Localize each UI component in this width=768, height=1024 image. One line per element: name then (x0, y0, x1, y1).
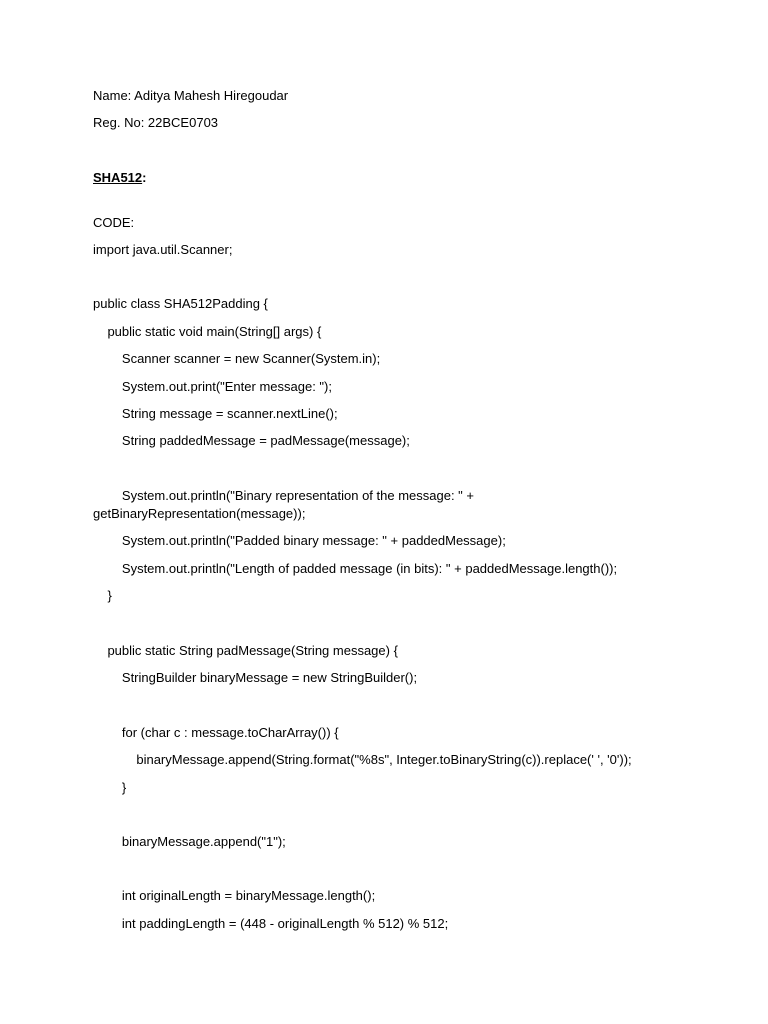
section-title-suffix: : (142, 170, 147, 185)
code-line: System.out.println("Length of padded message (in bits): " + paddedMessage.length()); (93, 561, 618, 576)
code-line: public static void main(String[] args) { (93, 324, 322, 339)
code-line: Scanner scanner = new Scanner(System.in); (93, 351, 381, 366)
code-line: System.out.println("Padded binary message: " + paddedMessage); (93, 533, 506, 548)
code-line: int originalLength = binaryMessage.length(); (93, 888, 376, 903)
code-line: int paddingLength = (448 - originalLength % 512) % 512; (93, 916, 449, 931)
code-line: binaryMessage.append("1"); (93, 834, 286, 849)
registration-number-line: Reg. No: 22BCE0703 (93, 115, 219, 130)
code-line: import java.util.Scanner; (93, 242, 233, 257)
code-line: StringBuilder binaryMessage = new StringBuilder(); (93, 670, 418, 685)
code-line: public class SHA512Padding { (93, 296, 268, 311)
code-line: } (93, 588, 112, 603)
code-line: String message = scanner.nextLine(); (93, 406, 338, 421)
code-line: System.out.print("Enter message: "); (93, 379, 332, 394)
section-heading (93, 169, 146, 186)
student-name-line: Name: Aditya Mahesh Hiregoudar (93, 88, 289, 103)
code-line: public static String padMessage(String message) { (93, 643, 398, 658)
code-line: for (char c : message.toCharArray()) { (93, 725, 339, 740)
code-line: } (93, 780, 127, 795)
code-line: String paddedMessage = padMessage(message); (93, 433, 410, 448)
code-line: getBinaryRepresentation(message)); (93, 506, 306, 521)
code-label: CODE: (93, 215, 135, 230)
section-title: SHA512 (93, 170, 143, 185)
code-line: binaryMessage.append(String.format("%8s", Integer.toBinaryString(c)).replace(' ', '0')); (93, 752, 632, 767)
code-line: System.out.println("Binary representation of the message: " + (93, 488, 474, 503)
